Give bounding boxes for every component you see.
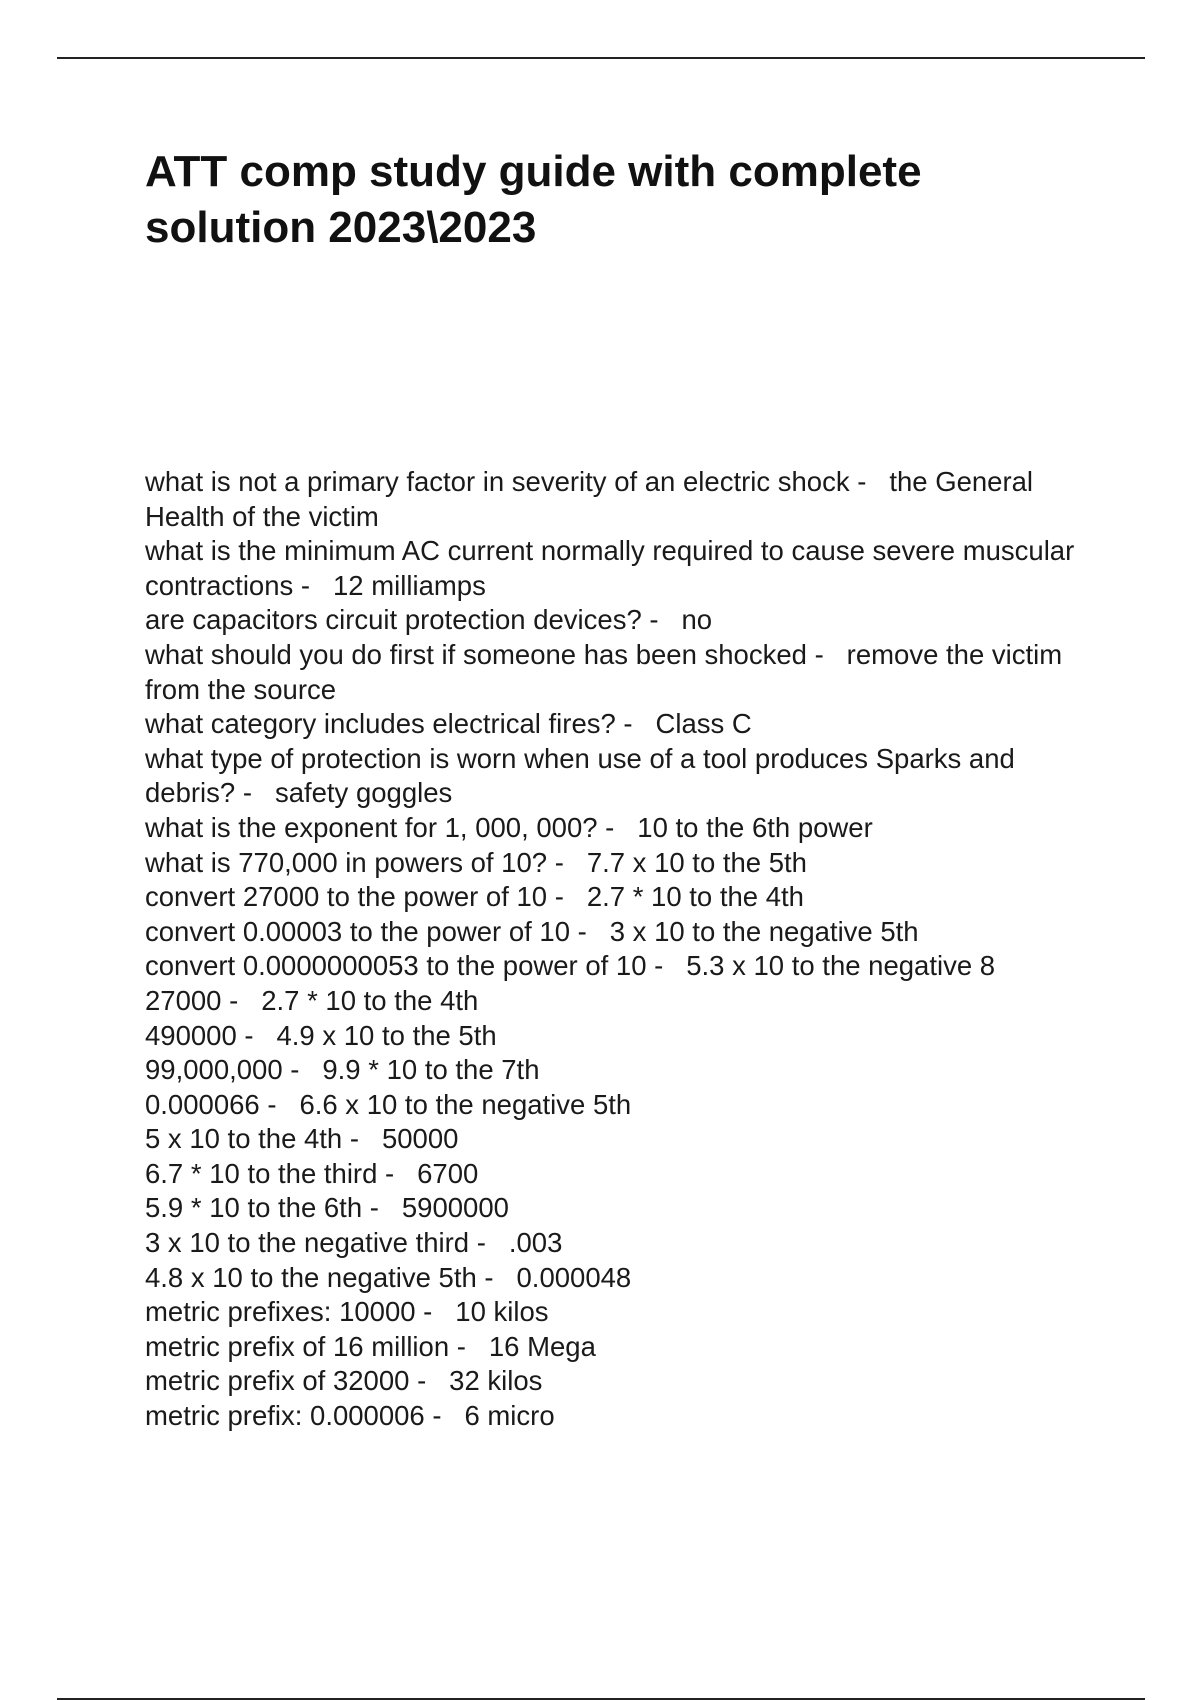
top-rule (57, 57, 1145, 59)
qa-item (145, 1019, 1105, 1054)
answer-text: 6700 (417, 1157, 479, 1189)
question-text: 27000 (145, 984, 222, 1016)
answer-text: 10 kilos (455, 1296, 549, 1328)
answer-text: 50000 (381, 1123, 459, 1155)
qa-item (145, 846, 1105, 881)
qa-separator: - (449, 1330, 489, 1362)
qa-item (145, 1226, 1105, 1261)
qa-separator: - (409, 1365, 450, 1397)
question-text: 0.000066 (145, 1088, 260, 1120)
qa-separator: - (235, 777, 275, 809)
qa-separator: - (646, 950, 687, 982)
question-text: 5 x 10 to the 4th (145, 1123, 343, 1155)
question-text: what is the minimum AC current normally required to cause severe muscular contractions (145, 535, 1075, 601)
qa-item (145, 1088, 1105, 1123)
qa-item (145, 880, 1105, 915)
answer-text: 5.3 x 10 to the negative 8 (686, 950, 996, 982)
question-text: are capacitors circuit protection devices? (145, 604, 642, 636)
qa-item (145, 1261, 1105, 1296)
answer-text: Class C (655, 708, 752, 740)
question-text: 5.9 * 10 to the 6th (145, 1192, 363, 1224)
answer-text: .003 (508, 1227, 563, 1259)
question-text: what is the exponent for 1, 000, 000? (145, 811, 598, 843)
qa-item (145, 1191, 1105, 1226)
answer-text: the General Health of the victim (145, 466, 1034, 532)
answer-text: 32 kilos (449, 1365, 543, 1397)
document-title: ATT comp study guide with complete solution 2023\2023 (145, 147, 922, 252)
answer-text: 12 milliamps (333, 569, 486, 601)
qa-separator: - (547, 881, 587, 913)
qa-separator: - (282, 1054, 323, 1086)
qa-separator: - (259, 1088, 300, 1120)
question-text: what is 770,000 in powers of 10? (145, 846, 548, 878)
question-text: 3 x 10 to the negative third (145, 1227, 470, 1259)
qa-item (145, 1053, 1105, 1088)
qa-item (145, 984, 1105, 1019)
answer-text: 7.7 x 10 to the 5th (586, 846, 807, 878)
question-text: what category includes electrical fires? (145, 708, 616, 740)
question-text: metric prefix of 32000 (145, 1365, 410, 1397)
qa-separator: - (362, 1192, 402, 1224)
qa-item (145, 811, 1105, 846)
qa-separator: - (236, 1019, 277, 1051)
qa-separator: - (849, 466, 890, 497)
qa-separator: - (342, 1123, 382, 1155)
qa-separator: - (221, 984, 262, 1016)
qa-separator: - (547, 846, 587, 878)
qa-separator: - (293, 569, 334, 601)
question-text: 4.8 x 10 to the negative 5th (145, 1261, 477, 1293)
answer-text: 16 Mega (488, 1330, 596, 1362)
qa-separator: - (424, 1400, 465, 1432)
answer-text: 2.7 * 10 to the 4th (261, 984, 479, 1016)
qa-separator: - (641, 604, 682, 636)
qa-separator: - (615, 708, 656, 740)
answer-text: 3 x 10 to the negative 5th (609, 915, 919, 947)
qa-item (145, 1157, 1105, 1192)
question-text: 490000 (145, 1019, 237, 1051)
answer-text: 9.9 * 10 to the 7th (322, 1054, 540, 1086)
qa-item (145, 1330, 1105, 1365)
qa-item (145, 1364, 1105, 1399)
qa-item (145, 534, 1105, 603)
question-text: what should you do first if someone has been shocked (145, 638, 807, 670)
answer-text: 6.6 x 10 to the negative 5th (299, 1088, 632, 1120)
answer-text: 6 micro (464, 1400, 555, 1432)
qa-separator: - (570, 915, 610, 947)
qa-item (145, 742, 1105, 811)
question-text: convert 0.0000000053 to the power of 10 (145, 950, 647, 982)
answer-text: remove the victim from the source (145, 638, 1063, 705)
question-text: what is not a primary factor in severity of an electric shock (145, 466, 850, 497)
qa-separator: - (806, 638, 847, 670)
qa-separator: - (469, 1227, 509, 1259)
answer-text: safety goggles (274, 777, 453, 809)
question-text: metric prefix: 0.000006 (145, 1400, 425, 1432)
qa-item (145, 1399, 1105, 1434)
qa-item (145, 949, 1105, 984)
answer-text: no (681, 604, 713, 636)
answer-text: 0.000048 (516, 1261, 632, 1293)
question-text: convert 0.00003 to the power of 10 (145, 915, 571, 947)
qa-separator: - (597, 811, 638, 843)
question-text: what type of protection is worn when use of a tool produces Sparks and debris? (145, 742, 1015, 809)
qa-separator: - (476, 1261, 517, 1293)
question-text: metric prefix of 16 million (145, 1330, 450, 1362)
qa-item (145, 915, 1105, 950)
answer-text: 2.7 * 10 to the 4th (586, 881, 804, 913)
qa-separator: - (415, 1296, 456, 1328)
qa-list (145, 465, 1105, 1434)
question-text: 6.7 * 10 to the third (145, 1157, 378, 1189)
question-text: metric prefixes: 10000 (145, 1296, 416, 1328)
qa-item (145, 707, 1105, 742)
qa-item (145, 638, 1105, 707)
answer-text: 4.9 x 10 to the 5th (276, 1019, 497, 1051)
answer-text: 10 to the 6th power (637, 811, 873, 843)
qa-item (145, 465, 1105, 534)
qa-item (145, 1122, 1105, 1157)
qa-separator: - (377, 1157, 418, 1189)
qa-item (145, 603, 1105, 638)
question-text: 99,000,000 (145, 1054, 283, 1086)
answer-text: 5900000 (401, 1192, 509, 1224)
qa-item (145, 1295, 1105, 1330)
question-text: convert 27000 to the power of 10 (145, 881, 548, 913)
